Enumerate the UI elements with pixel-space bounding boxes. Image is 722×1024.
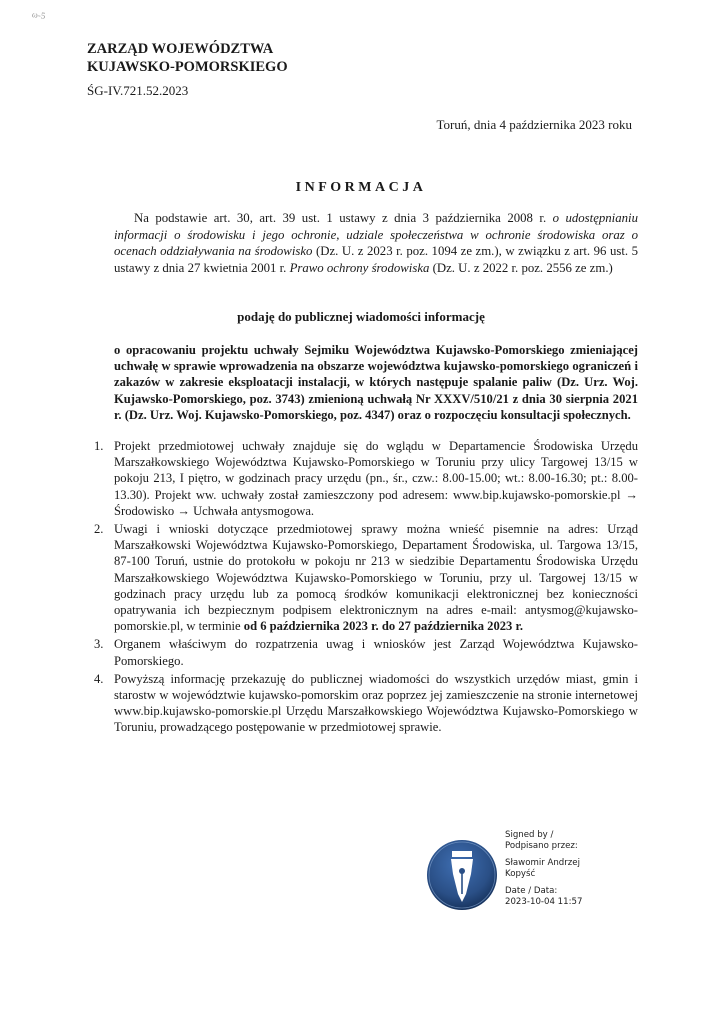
list-item: [94, 521, 638, 634]
list-item: [94, 636, 638, 668]
list-item-number: 4.: [94, 671, 104, 686]
signature-date-value: 2023-10-04 11:57: [505, 897, 583, 907]
list-item-text: Organem właściwym do rozpatrzenia uwag i wniosków jest Zarząd Województwa Kujawsko-Pomorskiego.: [114, 637, 638, 668]
document-title: INFORMACJA: [295, 180, 427, 195]
intro-text-1: Na podstawie art. 30, art. 39 ust. 1 ustawy z dnia 3 października 2008 r.: [134, 211, 553, 225]
list-item: [94, 671, 638, 736]
organization-line-2: KUJAWSKO-POMORSKIEGO: [87, 59, 288, 75]
signer-name-2: Kopyść: [505, 869, 536, 879]
signed-by-label-2: Podpisano przez:: [505, 841, 578, 851]
intro-paragraph: [114, 210, 638, 276]
list-item-text: Uwagi i wnioski dotyczące przedmiotowej sprawy można wnieść pisemnie na adres: Urząd Marszałkowski Województwa Kujawsko-Pomorskiego, Departament Środowiska, ul. Targowa 13/15, 87-100 Toruń, ustnie do protokołu w pokoju nr 213 w siedzibie Departamentu Środowiska Urzędu Marszałkowskiego Województwa Kujawsko-Pomorskiego w Toruniu, przy ul. Targowej 13/15 w godzinach pracy urzędu lub za pomocą środków komunikacji elektronicznej bez konieczności opatrywania ich bezpiecznym podpisem elektronicznym na adres e-mail: antysmog@kujawsko-pomorskie.pl, w terminie: [114, 522, 638, 634]
intro-text-2: (Dz. U. z 2023 r. poz. 1094 ze zm.), w związku z art. 96 ust. 5 ustawy z dnia 27 kwietnia 2001 r.: [114, 244, 638, 275]
list-item-number: 2.: [94, 522, 104, 537]
intro-act-title-2: Prawo ochrony środowiska: [289, 260, 430, 275]
list-item-number: 3.: [94, 637, 104, 652]
electronic-signature: [425, 830, 625, 910]
fountain-pen-nib-icon: [425, 838, 499, 912]
list-item-text: Powyższą informację przekazuję do publicznej wiadomości do wszystkich urzędów miast, gmin i starostw w województwie kujawsko-pomorskim oraz poprzez jej zamieszczenie na stronie internetowej www.bip.kujawsko-pomorskie.pl Urzędu Marszałkowskiego Województwa Kujawsko-Pomorskiego w Toruniu, prowadzącego postępowanie w przedmiotowej sprawie.: [114, 671, 638, 735]
corner-mark: ω-5: [31, 9, 47, 21]
points-list: [94, 438, 638, 738]
intro-text-3: (Dz. U. z 2022 r. poz. 2556 ze zm.): [429, 260, 613, 275]
announcement-heading: podaję do publicznej wiadomości informację: [237, 309, 485, 324]
reference-number: ŚG-IV.721.52.2023: [87, 83, 189, 98]
list-item-text: Projekt przedmiotowej uchwały znajduje się do wglądu w Departamencie Środowiska Urzędu Marszałkowskiego Województwa Kujawsko-Pomorskiego w Toruniu przy ulicy Targowej 13/15 w pokoju 213, I piętro, w godzinach pracy urzędu (pn., śr., czw.: 8.00-15.00; wt.: 8.00-16.30; pt.: 8.00-13.30). Projekt ww. uchwały został zamieszczony pod adresem: www.bip.kujawsko-pomorskie.pl → Środowisko → Uchwała antysmogowa.: [114, 439, 638, 518]
organization-line-1: ZARZĄD WOJEWÓDZTWA: [87, 41, 274, 57]
signed-by-label-1: Signed by /: [505, 830, 554, 840]
list-item-number: 1.: [94, 439, 104, 453]
subject-paragraph: o opracowaniu projektu uchwały Sejmiku Województwa Kujawsko-Pomorskiego zmieniającej uchwałę w sprawie wprowadzenia na obszarze województwa kujawsko-pomorskiego ograniczeń i zakazów w zakresie eksploatacji instalacji, w których następuje spalanie paliw (Dz. Urz. Woj. Kujawsko-Pomorskiego, poz. 3743) zmienioną uchwałą Nr XXXV/510/21 z dnia 30 sierpnia 2021 r. (Dz. Urz. Woj. Kujawsko-Pomorskiego, poz. 4347) oraz o rozpoczęciu konsultacji społecznych.: [114, 343, 638, 422]
organization-name: [87, 40, 288, 76]
signature-date-label: Date / Data:: [505, 886, 558, 896]
intro-act-title-1: o udostępnianiu informacji o środowisku i jego ochronie, udziale społeczeństwa w ochronie środowiska oraz o ocenach oddziaływania na środowisko: [114, 211, 638, 259]
signer-name-1: Sławomir Andrzej: [505, 858, 580, 868]
consultation-period: od 6 października 2023 r. do 27 października 2023 r.: [243, 619, 524, 634]
document-date: Toruń, dnia 4 października 2023 roku: [436, 117, 632, 132]
list-item: [94, 438, 638, 519]
